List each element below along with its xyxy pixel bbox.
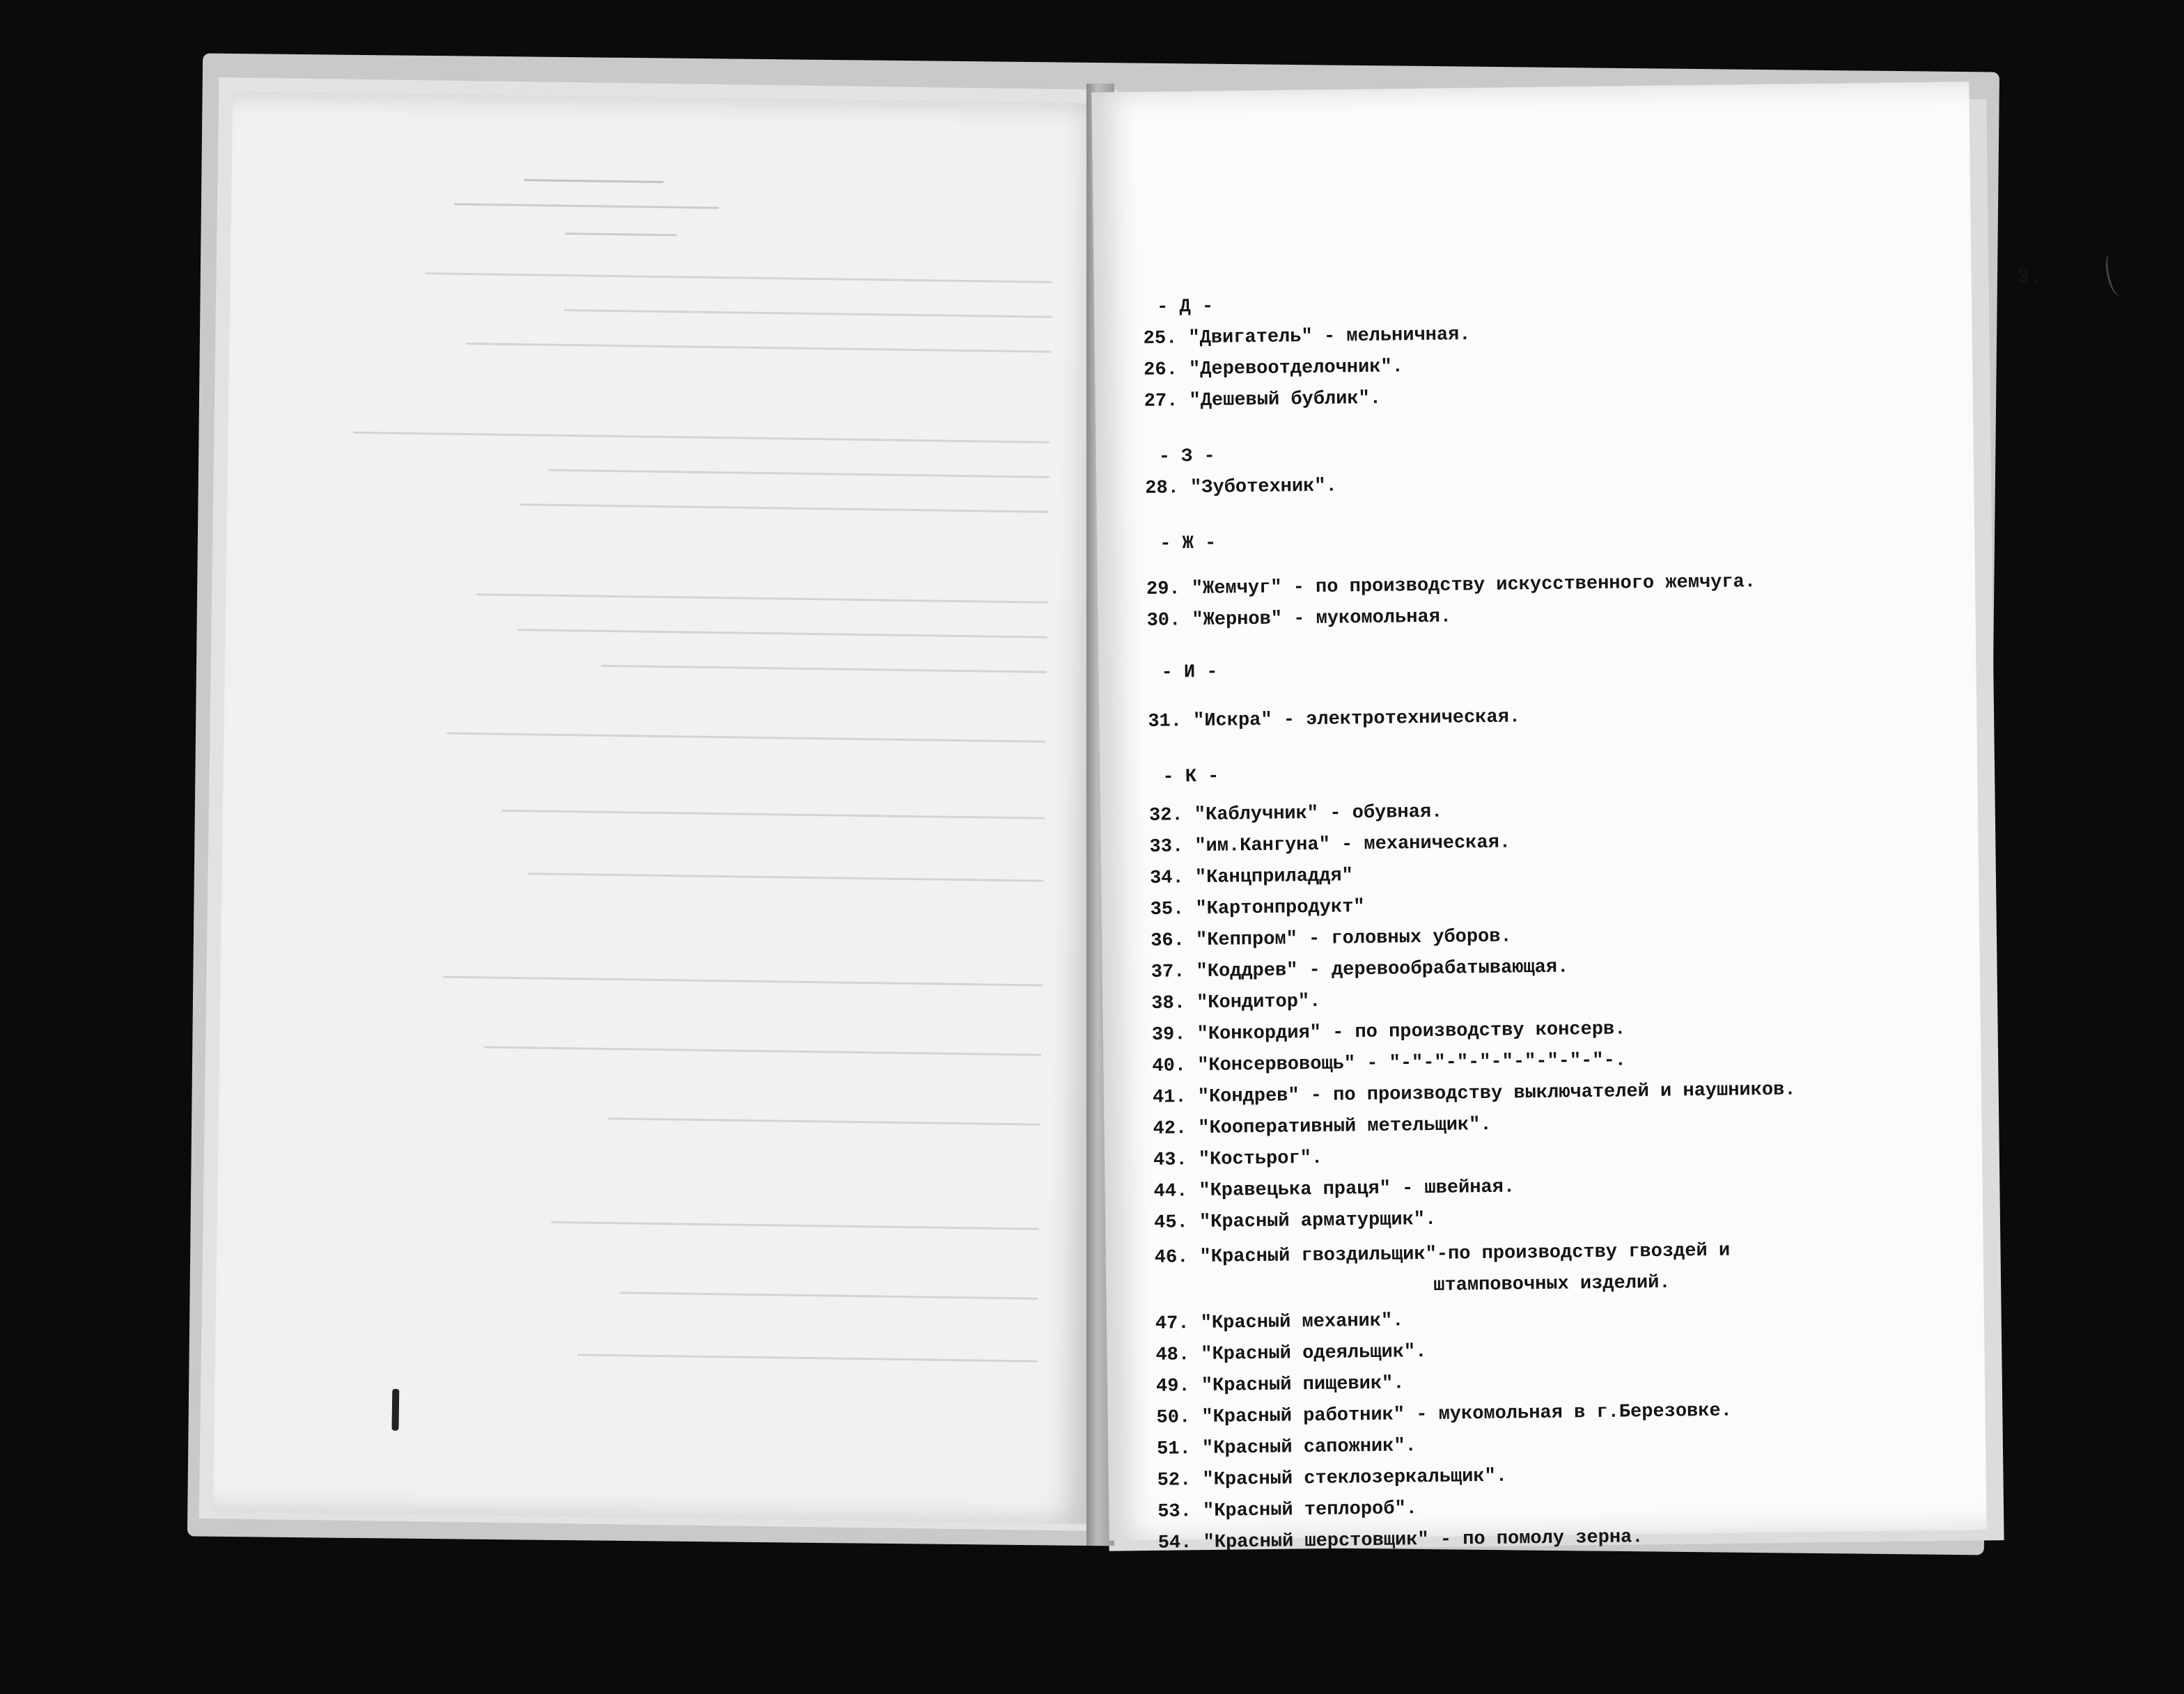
list-item: 32. "Каблучник" - обувная. bbox=[1148, 801, 1443, 826]
list-item: 40. "Консервовощь" - "-"-"-"-"-"-"-"-"-"-. bbox=[1152, 1050, 1627, 1077]
binding-mark bbox=[391, 1389, 399, 1431]
list-item: 37. "Коддрев" - деревообрабатывающая. bbox=[1150, 957, 1569, 983]
section-letter: - И - bbox=[1161, 661, 1218, 684]
list-item: 28. "Зуботехник". bbox=[1145, 476, 1337, 499]
list-item: 34. "Канцприладдя" bbox=[1149, 865, 1353, 889]
list-item: 31. "Искра" - электротехническая. bbox=[1148, 707, 1521, 732]
list-item: 52. "Красный стеклозеркальщик". bbox=[1157, 1466, 1508, 1491]
list-item: 36. "Кеппром" - головных уборов. bbox=[1150, 926, 1512, 952]
list-item: 26. "Деревоотделочник". bbox=[1144, 356, 1404, 381]
list-item: 45. "Красный арматурщик". bbox=[1154, 1209, 1437, 1234]
right-page bbox=[1091, 81, 2042, 1554]
list-item: 48. "Красный одеяльщик". bbox=[1155, 1342, 1427, 1366]
list-item: 49. "Красный пищевик". bbox=[1155, 1373, 1405, 1397]
section-letter: - Д - bbox=[1156, 296, 1214, 318]
list-item: 27. "Дешевый бублик". bbox=[1144, 388, 1382, 412]
list-item: 41. "Кондрев" - по производству выключателей и наушников. bbox=[1152, 1079, 1796, 1108]
list-item: 30. "Жернов" - мукомольная. bbox=[1146, 606, 1452, 632]
list-item: 38. "Кондитор". bbox=[1151, 991, 1321, 1014]
list-item: 39. "Конкордия" - по производству консерв. bbox=[1151, 1019, 1626, 1046]
list-item-continuation: штамповочных изделий. bbox=[1433, 1272, 1671, 1296]
list-item: 35. "Картонпродукт" bbox=[1150, 897, 1365, 920]
list-content bbox=[1141, 110, 1942, 1554]
section-letter: - Ж - bbox=[1160, 533, 1217, 555]
list-item: 29. "Жемчуг" - по производству искусственного жемчуга. bbox=[1146, 572, 1756, 600]
list-item: 51. "Красный сапожник". bbox=[1156, 1436, 1417, 1460]
list-item: 42. "Кооперативный метельщик". bbox=[1153, 1114, 1492, 1140]
page-number: 3. bbox=[2016, 265, 2042, 290]
list-item: 25. "Двигатель" - мельничная. bbox=[1143, 324, 1471, 350]
list-item: 33. "им.Кангуна" - механическая. bbox=[1149, 832, 1511, 858]
bleed-through-text bbox=[213, 91, 1110, 1523]
open-book bbox=[181, 56, 2042, 1554]
list-item: 46. "Красный гвоздильщик"-по производству гвоздей и bbox=[1154, 1240, 1731, 1269]
list-item: 43. "Костьрог". bbox=[1153, 1147, 1323, 1171]
pencil-mark bbox=[2103, 253, 2126, 297]
section-letter: - З - bbox=[1158, 446, 1215, 468]
list-item: 47. "Красный механик". bbox=[1155, 1310, 1404, 1335]
list-item: 50. "Красный работник" - мукомольная в г.Березовке. bbox=[1156, 1400, 1733, 1429]
list-item: 53. "Красный теплороб". bbox=[1157, 1498, 1418, 1523]
list-item: 54. "Красный шерстовщик" - по помолу зерна. bbox=[1157, 1527, 1644, 1554]
section-letter: - К - bbox=[1162, 766, 1219, 788]
list-item: 44. "Кравецька праця" - швейная. bbox=[1153, 1177, 1515, 1202]
left-page bbox=[213, 91, 1110, 1523]
